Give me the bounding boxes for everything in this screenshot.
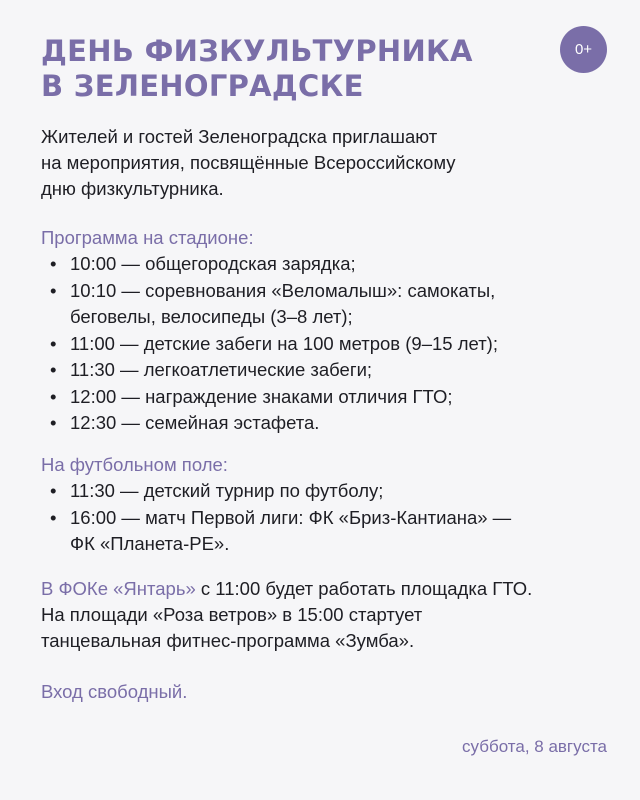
list-item <box>50 384 498 411</box>
intro-line-1: Жителей и гостей Зеленоградска приглашают <box>41 126 438 147</box>
free-entry-note: Вход свободный. <box>41 681 188 702</box>
list-item-text-continued: ФК «Планета-РЕ». <box>70 533 230 554</box>
stadium-program-list <box>50 251 498 437</box>
title-line-2: В ЗЕЛЕНОГРАДСКЕ <box>41 69 364 103</box>
extra-line-1-rest: с 11:00 будет работать площадка ГТО. <box>195 578 533 599</box>
extra-line-2: На площади «Роза ветров» в 15:00 стартует <box>41 604 423 625</box>
football-heading: На футбольном поле: <box>41 454 228 475</box>
venue-highlight: В ФОКе «Янтарь» <box>41 578 196 599</box>
intro-line-3: дню физкультурника. <box>41 178 224 199</box>
list-item <box>50 251 498 278</box>
list-item <box>50 410 498 437</box>
list-item-text: • 10:00 — общегородская зарядка; <box>70 253 356 274</box>
list-item <box>50 278 498 331</box>
list-item <box>50 478 511 505</box>
extra-line-3: танцевальная фитнес-программа «Зумба». <box>41 630 415 651</box>
list-item-text: • 12:30 — семейная эстафета. <box>70 412 320 433</box>
list-item <box>50 357 498 384</box>
extra-line-1 <box>41 576 532 602</box>
list-item-text: • 11:30 — легкоатлетические забеги; <box>70 359 373 380</box>
age-rating-badge: 0+ <box>560 26 607 73</box>
list-item-text: • 11:30 — детский турнир по футболу; <box>70 480 384 501</box>
title-line-1: ДЕНЬ ФИЗКУЛЬТУРНИКА <box>41 34 473 68</box>
event-date: суббота, 8 августа <box>462 737 607 756</box>
list-item-text: • 11:00 — детские забеги на 100 метров (9–15 лет); <box>70 332 498 354</box>
list-item <box>50 331 498 358</box>
intro-paragraph <box>41 124 456 202</box>
list-item-text-continued: беговелы, велосипеды (3–8 лет); <box>70 306 353 327</box>
list-item-text: • 10:10 — соревнования «Веломалыш»: самокаты, <box>70 279 496 301</box>
extra-info-paragraph <box>41 576 532 654</box>
list-item <box>50 505 511 558</box>
stadium-heading: Программа на стадионе: <box>41 227 254 248</box>
page-title <box>41 34 521 104</box>
list-item-text: • 12:00 — награждение знаками отличия ГТО; <box>70 385 453 407</box>
list-item-text: • 16:00 — матч Первой лиги: ФК «Бриз-Кантиана» — <box>70 506 512 528</box>
intro-line-2: на мероприятия, посвящённые Всероссийскому <box>41 152 456 173</box>
football-program-list <box>50 478 511 558</box>
